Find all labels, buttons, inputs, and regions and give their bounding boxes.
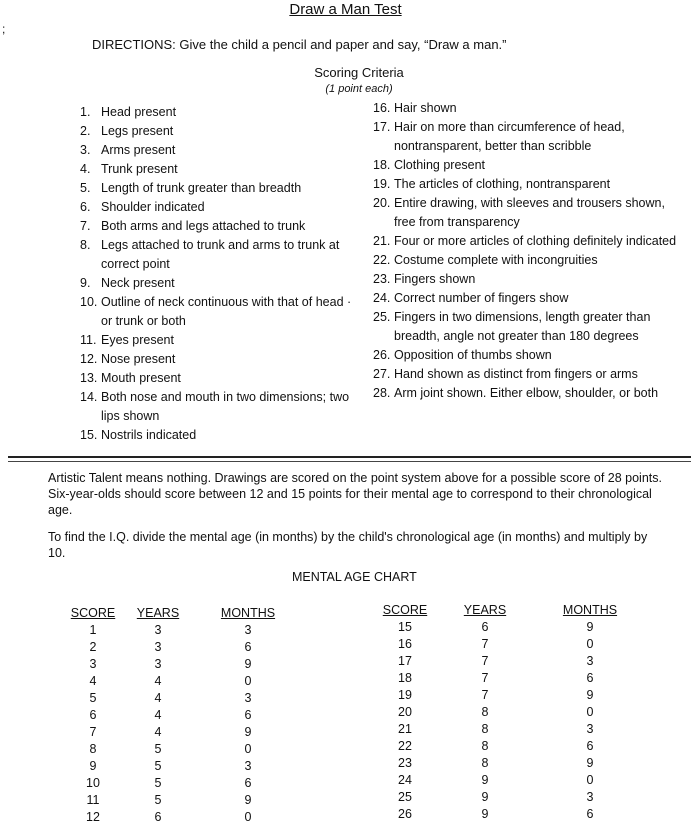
table-cell: 9 — [586, 688, 594, 702]
item-number: 8. — [80, 238, 91, 252]
item-number: 13. — [80, 371, 98, 385]
item-number: 11. — [80, 333, 97, 347]
table-cell: 16 — [398, 637, 412, 651]
table-cell: 6 — [244, 776, 252, 790]
criteria-item — [80, 426, 365, 445]
table-cell: 23 — [398, 756, 412, 770]
item-number: 12. — [80, 352, 98, 366]
item-text: Head present — [101, 105, 177, 119]
table-row — [68, 775, 298, 792]
divider — [8, 461, 691, 462]
table-cell: 3 — [154, 623, 162, 637]
item-number: 16. — [373, 101, 391, 115]
table-cell: 4 — [154, 691, 162, 705]
criteria-item — [373, 270, 683, 289]
item-text: Arm joint shown. Either elbow, shoulder, or both — [394, 386, 659, 400]
criteria-title: Scoring Criteria — [314, 65, 404, 80]
table-cell: 0 — [244, 810, 252, 822]
item-text: Nostrils indicated — [101, 428, 197, 442]
criteria-item — [373, 232, 683, 251]
item-text: Both nose and mouth in two dimensions; two lips shown — [101, 390, 350, 423]
table-cell: 10 — [86, 776, 100, 790]
mental-age-chart-title: MENTAL AGE CHART — [292, 570, 417, 584]
table-cell: 3 — [244, 759, 252, 773]
table-cell: 3 — [586, 654, 594, 668]
table-row — [380, 619, 640, 636]
margin-mark: ; — [2, 22, 6, 36]
column-header: SCORE — [70, 606, 116, 620]
mental-age-table-right — [380, 602, 640, 822]
table-cell: 25 — [398, 790, 412, 804]
table-cell: 3 — [89, 657, 97, 671]
item-text: Fingers in two dimensions, length greater than breadth, angle not greater than 180 degrees — [394, 310, 651, 343]
table-cell: 9 — [481, 773, 489, 787]
table-cell: 26 — [398, 807, 412, 821]
table-row — [68, 639, 298, 656]
item-text: Mouth present — [101, 371, 181, 385]
title-text: Draw a Man Test — [289, 1, 402, 18]
table-cell: 24 — [398, 773, 412, 787]
item-number: 21. — [373, 234, 391, 248]
column-header: YEARS — [463, 603, 507, 617]
column-header: YEARS — [136, 606, 180, 620]
table-cell: 9 — [89, 759, 97, 773]
criteria-item — [80, 122, 365, 141]
table-cell: 6 — [586, 671, 594, 685]
table-cell: 4 — [154, 725, 162, 739]
item-text: The articles of clothing, nontransparent — [394, 177, 611, 191]
table-cell: 15 — [398, 620, 412, 634]
table-cell: 12 — [86, 810, 100, 822]
table-cell: 0 — [586, 773, 594, 787]
criteria-item — [373, 308, 683, 346]
table-cell: 4 — [154, 708, 162, 722]
item-text: Hair on more than circumference of head, nontransparent, better than scribble — [394, 120, 625, 153]
table-cell: 7 — [481, 637, 489, 651]
item-number: 3. — [80, 143, 91, 157]
item-number: 23. — [373, 272, 391, 286]
table-cell: 8 — [481, 705, 489, 719]
item-number: 6. — [80, 200, 91, 214]
criteria-item — [373, 384, 683, 403]
table-cell: 0 — [586, 705, 594, 719]
table-row — [68, 792, 298, 809]
table-cell: 11 — [86, 793, 100, 807]
column-header: MONTHS — [562, 603, 618, 617]
divider — [8, 456, 691, 458]
table-row — [380, 636, 640, 653]
table-row — [68, 673, 298, 690]
table-row — [68, 690, 298, 707]
table-cell: 18 — [398, 671, 412, 685]
table-row — [68, 809, 298, 822]
item-number: 27. — [373, 367, 391, 381]
criteria-item — [80, 369, 365, 388]
item-text: Outline of neck continuous with that of head · or trunk or both — [101, 295, 352, 328]
table-cell: 6 — [586, 807, 594, 821]
item-number: 28. — [373, 386, 391, 400]
table-row — [380, 738, 640, 755]
table-cell: 6 — [244, 640, 252, 654]
table-cell: 17 — [398, 654, 412, 668]
table-row — [380, 721, 640, 738]
table-cell: 5 — [154, 759, 162, 773]
criteria-item — [373, 289, 683, 308]
table-cell: 3 — [244, 623, 252, 637]
item-text: Arms present — [101, 143, 176, 157]
table-cell: 7 — [89, 725, 97, 739]
criteria-subtitle: (1 point each) — [325, 83, 393, 95]
table-row — [68, 724, 298, 741]
criteria-item — [80, 198, 365, 217]
table-row — [380, 704, 640, 721]
item-number: 2. — [80, 124, 91, 138]
item-number: 19. — [373, 177, 391, 191]
iq-instructions: To find the I.Q. divide the mental age (in months) by the child's chronological age (in months) and multiply by 10. — [48, 530, 648, 560]
item-text: Legs present — [101, 124, 174, 138]
table-cell: 9 — [244, 793, 252, 807]
table-cell: 6 — [586, 739, 594, 753]
table-cell: 8 — [89, 742, 97, 756]
item-text: Legs attached to trunk and arms to trunk at correct point — [101, 238, 340, 271]
item-number: 7. — [80, 219, 91, 233]
item-number: 18. — [373, 158, 391, 172]
criteria-item — [373, 156, 683, 175]
criteria-item — [80, 331, 365, 350]
table-cell: 7 — [481, 671, 489, 685]
item-text: Fingers shown — [394, 272, 476, 286]
table-row — [380, 806, 640, 822]
item-text: Costume complete with incongruities — [394, 253, 598, 267]
table-cell: 3 — [244, 691, 252, 705]
criteria-item — [373, 365, 683, 384]
item-text: Shoulder indicated — [101, 200, 205, 214]
table-cell: 8 — [481, 722, 489, 736]
table-cell: 2 — [89, 640, 97, 654]
table-cell: 3 — [586, 790, 594, 804]
table-cell: 6 — [154, 810, 162, 822]
table-cell: 8 — [481, 739, 489, 753]
table-cell: 9 — [481, 807, 489, 821]
item-text: Opposition of thumbs shown — [394, 348, 552, 362]
table-cell: 8 — [481, 756, 489, 770]
item-number: 24. — [373, 291, 391, 305]
table-cell: 7 — [481, 654, 489, 668]
table-row — [380, 789, 640, 806]
item-text: Neck present — [101, 276, 175, 290]
scoring-note: Artistic Talent means nothing. Drawings are scored on the point system above for a possible score of 28 points. Six-year-olds should score between 12 and 15 points for their mental age to correspond to their chronological age. — [48, 471, 662, 517]
item-number: 9. — [80, 276, 91, 290]
table-cell: 0 — [244, 742, 252, 756]
table-cell: 22 — [398, 739, 412, 753]
item-text: Hair shown — [394, 101, 457, 115]
table-row — [68, 707, 298, 724]
table-row — [68, 741, 298, 758]
criteria-item — [80, 160, 365, 179]
criteria-item — [80, 388, 365, 426]
item-number: 22. — [373, 253, 391, 267]
item-number: 10. — [80, 295, 98, 309]
table-cell: 0 — [586, 637, 594, 651]
table-cell: 1 — [89, 623, 97, 637]
table-cell: 7 — [481, 688, 489, 702]
criteria-item — [373, 175, 683, 194]
page-title — [0, 1, 691, 18]
table-cell: 6 — [244, 708, 252, 722]
item-number: 25. — [373, 310, 391, 324]
table-cell: 5 — [154, 776, 162, 790]
table-cell: 5 — [89, 691, 97, 705]
item-number: 20. — [373, 196, 391, 210]
table-row — [380, 687, 640, 704]
table-cell: 5 — [154, 742, 162, 756]
criteria-item — [373, 194, 683, 232]
criteria-item — [80, 141, 365, 160]
criteria-item — [373, 346, 683, 365]
criteria-left-list — [80, 103, 365, 445]
criteria-item — [373, 118, 683, 156]
table-cell: 6 — [89, 708, 97, 722]
criteria-item — [80, 236, 365, 274]
criteria-item — [373, 251, 683, 270]
table-row — [68, 758, 298, 775]
item-text: Four or more articles of clothing definitely indicated — [394, 234, 677, 248]
mental-age-table-left — [68, 605, 298, 822]
item-text: Eyes present — [101, 333, 174, 347]
criteria-item — [80, 293, 365, 331]
table-cell: 9 — [481, 790, 489, 804]
table-row — [380, 653, 640, 670]
criteria-item — [80, 350, 365, 369]
item-text: Clothing present — [394, 158, 486, 172]
table-row — [380, 755, 640, 772]
criteria-item — [80, 274, 365, 293]
item-text: Nose present — [101, 352, 176, 366]
criteria-item — [373, 99, 683, 118]
item-number: 1. — [80, 105, 91, 119]
table-cell: 5 — [154, 793, 162, 807]
item-number: 17. — [373, 120, 391, 134]
criteria-item — [80, 103, 365, 122]
item-text: Both arms and legs attached to trunk — [101, 219, 306, 233]
criteria-item — [80, 179, 365, 198]
table-cell: 19 — [398, 688, 412, 702]
item-text: Correct number of fingers show — [394, 291, 569, 305]
table-row — [380, 772, 640, 789]
table-cell: 21 — [398, 722, 412, 736]
table-cell: 4 — [154, 674, 162, 688]
item-text: Hand shown as distinct from fingers or arms — [394, 367, 638, 381]
item-number: 26. — [373, 348, 391, 362]
item-text: Trunk present — [101, 162, 178, 176]
table-row — [68, 622, 298, 639]
table-row — [68, 656, 298, 673]
table-cell: 6 — [481, 620, 489, 634]
table-cell: 3 — [154, 657, 162, 671]
table-cell: 0 — [244, 674, 252, 688]
criteria-item — [80, 217, 365, 236]
column-header: MONTHS — [220, 606, 276, 620]
table-cell: 9 — [586, 620, 594, 634]
directions: DIRECTIONS: Give the child a pencil and paper and say, “Draw a man.” — [92, 37, 507, 52]
item-text: Entire drawing, with sleeves and trousers shown, free from transparency — [394, 196, 665, 229]
table-cell: 3 — [586, 722, 594, 736]
item-number: 14. — [80, 390, 98, 404]
table-cell: 20 — [398, 705, 412, 719]
column-header: SCORE — [382, 603, 428, 617]
item-number: 4. — [80, 162, 91, 176]
table-cell: 9 — [244, 657, 252, 671]
table-cell: 9 — [244, 725, 252, 739]
table-row — [380, 670, 640, 687]
criteria-right-list — [373, 99, 683, 403]
table-cell: 9 — [586, 756, 594, 770]
item-number: 15. — [80, 428, 98, 442]
item-text: Length of trunk greater than breadth — [101, 181, 302, 195]
table-cell: 3 — [154, 640, 162, 654]
table-cell: 4 — [89, 674, 97, 688]
item-number: 5. — [80, 181, 91, 195]
